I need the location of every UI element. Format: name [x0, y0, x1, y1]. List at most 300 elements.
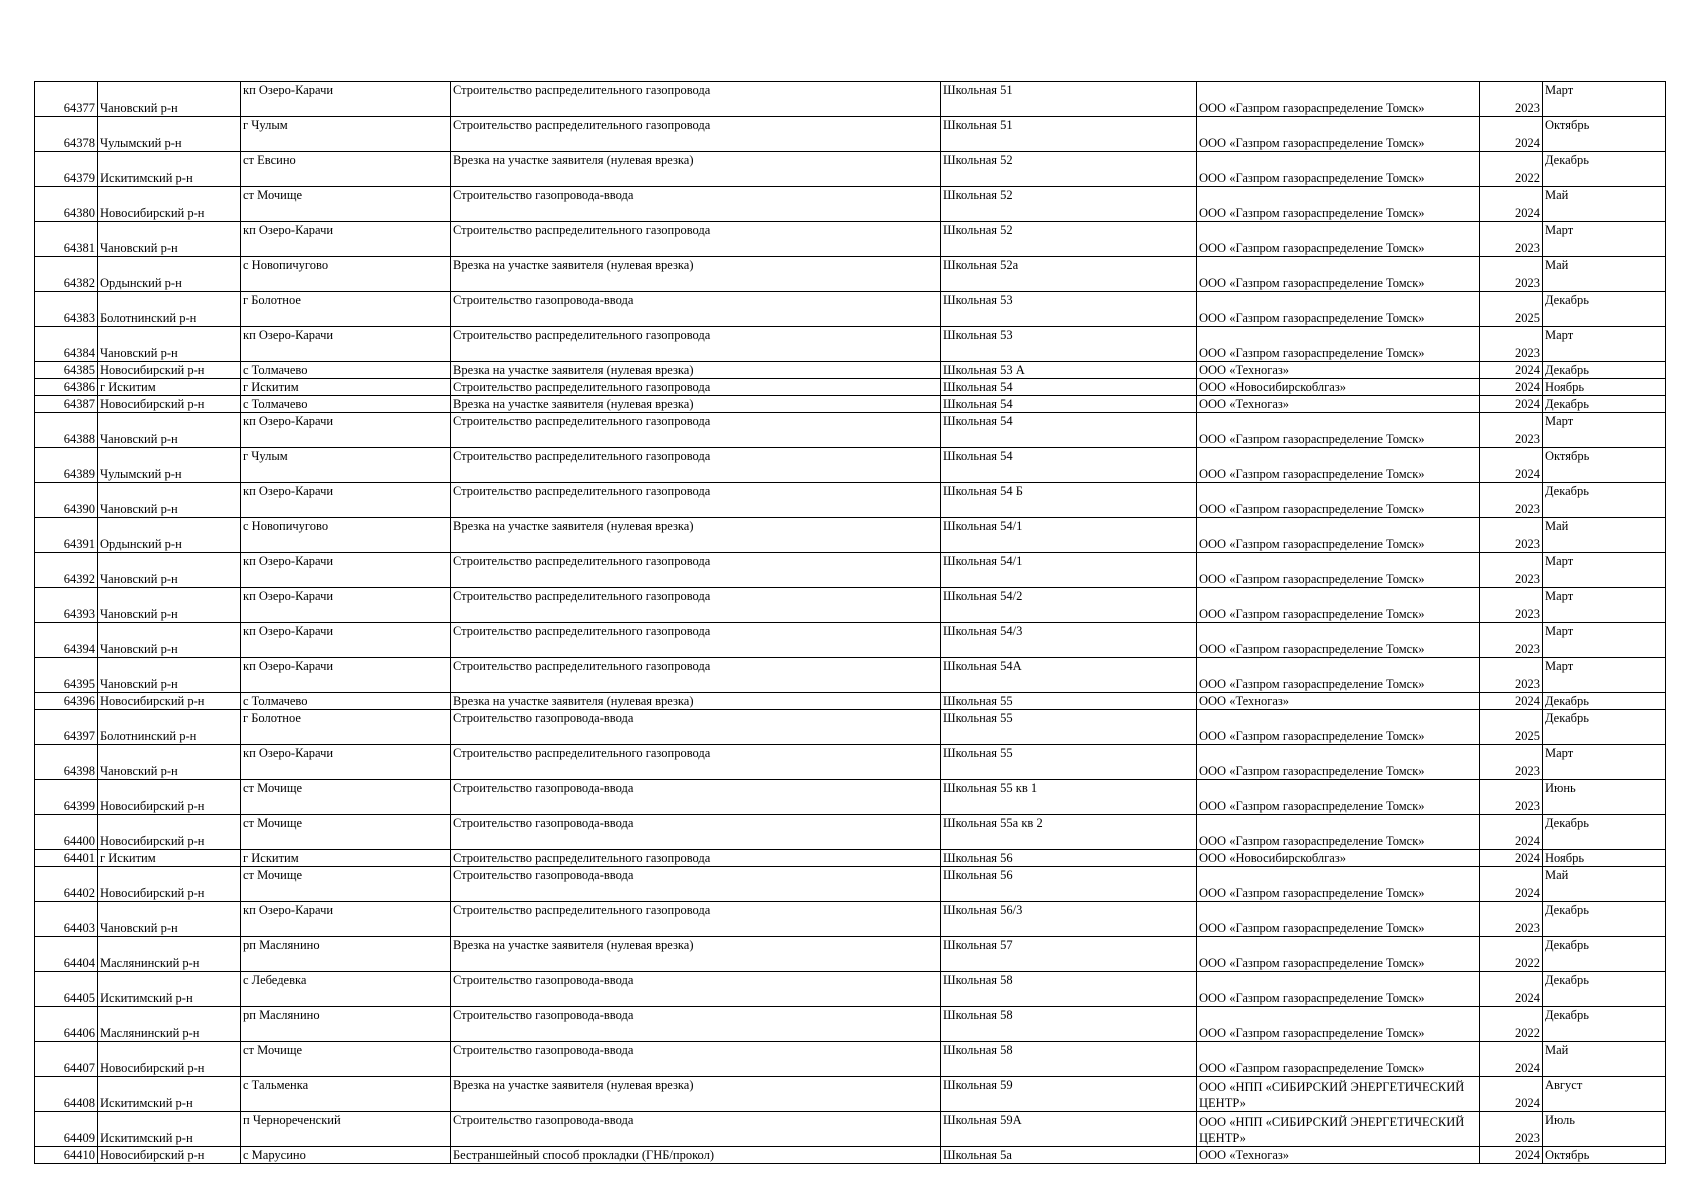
row-organization: ООО «Газпром газораспределение Томск» — [1197, 327, 1480, 362]
row-id: 64396 — [35, 693, 98, 710]
row-year: 2025 — [1480, 292, 1543, 327]
row-district: Новосибирский р-н — [98, 867, 241, 902]
row-address: Школьная 52 — [941, 187, 1197, 222]
row-district: Ордынский р-н — [98, 257, 241, 292]
row-month: Декабрь — [1543, 937, 1666, 972]
row-address: Школьная 54 — [941, 413, 1197, 448]
row-year: 2023 — [1480, 658, 1543, 693]
row-address: Школьная 56 — [941, 850, 1197, 867]
row-work-type: Строительство распределительного газопровода — [451, 902, 941, 937]
row-settlement: с Толмачево — [241, 693, 451, 710]
row-work-type: Врезка на участке заявителя (нулевая врезка) — [451, 396, 941, 413]
row-year: 2023 — [1480, 257, 1543, 292]
row-year: 2024 — [1480, 1147, 1543, 1164]
table-row — [35, 396, 1666, 413]
row-district: Новосибирский р-н — [98, 693, 241, 710]
row-year: 2024 — [1480, 972, 1543, 1007]
row-year: 2025 — [1480, 710, 1543, 745]
row-id: 64394 — [35, 623, 98, 658]
row-id: 64385 — [35, 362, 98, 379]
row-organization: ООО «Газпром газораспределение Томск» — [1197, 815, 1480, 850]
row-work-type: Строительство распределительного газопровода — [451, 745, 941, 780]
row-address: Школьная 57 — [941, 937, 1197, 972]
row-district: Маслянинский р-н — [98, 937, 241, 972]
row-settlement: кп Озеро-Карачи — [241, 483, 451, 518]
row-id: 64387 — [35, 396, 98, 413]
row-settlement: кп Озеро-Карачи — [241, 222, 451, 257]
table-body — [35, 82, 1666, 1164]
row-organization: ООО «Газпром газораспределение Томск» — [1197, 937, 1480, 972]
row-year: 2024 — [1480, 117, 1543, 152]
row-work-type: Врезка на участке заявителя (нулевая врезка) — [451, 257, 941, 292]
row-district: Чановский р-н — [98, 413, 241, 448]
row-settlement: г Искитим — [241, 379, 451, 396]
row-address: Школьная 52 — [941, 222, 1197, 257]
row-district: Новосибирский р-н — [98, 187, 241, 222]
row-address: Школьная 59 — [941, 1077, 1197, 1112]
row-id: 64407 — [35, 1042, 98, 1077]
table-row — [35, 117, 1666, 152]
row-month: Октябрь — [1543, 448, 1666, 483]
table-row — [35, 745, 1666, 780]
row-work-type: Врезка на участке заявителя (нулевая врезка) — [451, 1077, 941, 1112]
row-address: Школьная 55 кв 1 — [941, 780, 1197, 815]
row-month: Декабрь — [1543, 710, 1666, 745]
row-organization: ООО «Газпром газораспределение Томск» — [1197, 780, 1480, 815]
table-row — [35, 483, 1666, 518]
row-work-type: Строительство распределительного газопровода — [451, 588, 941, 623]
row-work-type: Строительство газопровода-ввода — [451, 1112, 941, 1147]
row-district: Маслянинский р-н — [98, 1007, 241, 1042]
row-organization: ООО «Газпром газораспределение Томск» — [1197, 518, 1480, 553]
row-work-type: Строительство газопровода-ввода — [451, 292, 941, 327]
row-id: 64378 — [35, 117, 98, 152]
row-settlement: рп Маслянино — [241, 1007, 451, 1042]
row-year: 2023 — [1480, 222, 1543, 257]
row-month: Март — [1543, 413, 1666, 448]
table-row — [35, 1007, 1666, 1042]
row-year: 2022 — [1480, 1007, 1543, 1042]
row-organization: ООО «Газпром газораспределение Томск» — [1197, 902, 1480, 937]
row-district: Новосибирский р-н — [98, 1042, 241, 1077]
row-month: Декабрь — [1543, 152, 1666, 187]
row-address: Школьная 54 Б — [941, 483, 1197, 518]
row-address: Школьная 54/2 — [941, 588, 1197, 623]
row-work-type: Бестраншейный способ прокладки (ГНБ/прокол) — [451, 1147, 941, 1164]
row-work-type: Врезка на участке заявителя (нулевая врезка) — [451, 937, 941, 972]
row-organization: ООО «Газпром газораспределение Томск» — [1197, 448, 1480, 483]
row-year: 2023 — [1480, 780, 1543, 815]
row-id: 64399 — [35, 780, 98, 815]
row-organization: ООО «Газпром газораспределение Томск» — [1197, 152, 1480, 187]
row-address: Школьная 54/3 — [941, 623, 1197, 658]
row-organization: ООО «Газпром газораспределение Томск» — [1197, 710, 1480, 745]
table-row — [35, 187, 1666, 222]
row-work-type: Строительство газопровода-ввода — [451, 1042, 941, 1077]
row-year: 2022 — [1480, 152, 1543, 187]
row-work-type: Строительство газопровода-ввода — [451, 710, 941, 745]
row-work-type: Врезка на участке заявителя (нулевая врезка) — [451, 362, 941, 379]
row-district: Чулымский р-н — [98, 448, 241, 483]
table-row — [35, 82, 1666, 117]
row-district: Чановский р-н — [98, 483, 241, 518]
row-district: Болотнинский р-н — [98, 710, 241, 745]
row-address: Школьная 54/1 — [941, 553, 1197, 588]
row-work-type: Строительство распределительного газопровода — [451, 379, 941, 396]
table-row — [35, 658, 1666, 693]
row-id: 64382 — [35, 257, 98, 292]
row-month: Май — [1543, 257, 1666, 292]
row-month: Июль — [1543, 1112, 1666, 1147]
row-address: Школьная 58 — [941, 1007, 1197, 1042]
row-month: Октябрь — [1543, 117, 1666, 152]
row-month: Ноябрь — [1543, 850, 1666, 867]
row-organization: ООО «Газпром газораспределение Томск» — [1197, 483, 1480, 518]
table-row — [35, 693, 1666, 710]
row-address: Школьная 55а кв 2 — [941, 815, 1197, 850]
row-address: Школьная 56 — [941, 867, 1197, 902]
row-year: 2023 — [1480, 483, 1543, 518]
row-month: Декабрь — [1543, 815, 1666, 850]
row-id: 64400 — [35, 815, 98, 850]
row-address: Школьная 58 — [941, 972, 1197, 1007]
row-settlement: ст Мочище — [241, 780, 451, 815]
table-row — [35, 902, 1666, 937]
row-settlement: г Чулым — [241, 117, 451, 152]
row-settlement: кп Озеро-Карачи — [241, 327, 451, 362]
row-district: Чановский р-н — [98, 222, 241, 257]
row-year: 2023 — [1480, 327, 1543, 362]
row-year: 2024 — [1480, 867, 1543, 902]
table-row — [35, 815, 1666, 850]
row-id: 64403 — [35, 902, 98, 937]
row-year: 2024 — [1480, 448, 1543, 483]
row-month: Август — [1543, 1077, 1666, 1112]
row-year: 2024 — [1480, 1042, 1543, 1077]
row-district: Новосибирский р-н — [98, 1147, 241, 1164]
row-address: Школьная 52а — [941, 257, 1197, 292]
row-district: Новосибирский р-н — [98, 362, 241, 379]
row-address: Школьная 54 — [941, 379, 1197, 396]
row-organization: ООО «Газпром газораспределение Томск» — [1197, 588, 1480, 623]
row-month: Март — [1543, 588, 1666, 623]
row-year: 2023 — [1480, 82, 1543, 117]
row-settlement: с Тальменка — [241, 1077, 451, 1112]
row-settlement: с Толмачево — [241, 362, 451, 379]
row-district: Чановский р-н — [98, 745, 241, 780]
table-row — [35, 222, 1666, 257]
row-address: Школьная 54 — [941, 448, 1197, 483]
row-month: Декабрь — [1543, 1007, 1666, 1042]
row-id: 64384 — [35, 327, 98, 362]
row-organization: ООО «Техногаз» — [1197, 693, 1480, 710]
row-month: Март — [1543, 82, 1666, 117]
row-id: 64383 — [35, 292, 98, 327]
row-address: Школьная 51 — [941, 82, 1197, 117]
row-settlement: кп Озеро-Карачи — [241, 902, 451, 937]
row-id: 64395 — [35, 658, 98, 693]
row-id: 64379 — [35, 152, 98, 187]
row-settlement: ст Мочище — [241, 1042, 451, 1077]
row-year: 2023 — [1480, 623, 1543, 658]
row-month: Декабрь — [1543, 292, 1666, 327]
row-id: 64393 — [35, 588, 98, 623]
row-work-type: Строительство газопровода-ввода — [451, 187, 941, 222]
row-id: 64390 — [35, 483, 98, 518]
table-row — [35, 292, 1666, 327]
row-year: 2023 — [1480, 588, 1543, 623]
row-month: Декабрь — [1543, 972, 1666, 1007]
row-work-type: Строительство газопровода-ввода — [451, 780, 941, 815]
row-settlement: г Болотное — [241, 710, 451, 745]
row-month: Декабрь — [1543, 902, 1666, 937]
row-work-type: Строительство распределительного газопровода — [451, 327, 941, 362]
table-row — [35, 327, 1666, 362]
row-id: 64377 — [35, 82, 98, 117]
row-id: 64409 — [35, 1112, 98, 1147]
row-settlement: кп Озеро-Карачи — [241, 82, 451, 117]
row-organization: ООО «Газпром газораспределение Томск» — [1197, 658, 1480, 693]
row-month: Декабрь — [1543, 483, 1666, 518]
table-row — [35, 1077, 1666, 1112]
row-id: 64389 — [35, 448, 98, 483]
row-organization: ООО «Газпром газораспределение Томск» — [1197, 187, 1480, 222]
row-organization: ООО «Газпром газораспределение Томск» — [1197, 292, 1480, 327]
row-month: Май — [1543, 518, 1666, 553]
row-settlement: с Толмачево — [241, 396, 451, 413]
row-work-type: Строительство газопровода-ввода — [451, 1007, 941, 1042]
table-row — [35, 867, 1666, 902]
row-id: 64388 — [35, 413, 98, 448]
row-id: 64404 — [35, 937, 98, 972]
row-month: Ноябрь — [1543, 379, 1666, 396]
row-work-type: Строительство распределительного газопровода — [451, 117, 941, 152]
row-year: 2024 — [1480, 815, 1543, 850]
row-address: Школьная 52 — [941, 152, 1197, 187]
row-month: Декабрь — [1543, 396, 1666, 413]
row-address: Школьная 53 — [941, 327, 1197, 362]
row-year: 2022 — [1480, 937, 1543, 972]
row-address: Школьная 5а — [941, 1147, 1197, 1164]
row-settlement: кп Озеро-Карачи — [241, 745, 451, 780]
row-month: Март — [1543, 327, 1666, 362]
table-row — [35, 379, 1666, 396]
row-settlement: п Чернореченский — [241, 1112, 451, 1147]
row-settlement: ст Евсино — [241, 152, 451, 187]
row-year: 2024 — [1480, 693, 1543, 710]
row-month: Март — [1543, 658, 1666, 693]
row-settlement: кп Озеро-Карачи — [241, 623, 451, 658]
row-address: Школьная 54 — [941, 396, 1197, 413]
row-address: Школьная 51 — [941, 117, 1197, 152]
row-month: Март — [1543, 623, 1666, 658]
row-district: Искитимский р-н — [98, 1112, 241, 1147]
row-id: 64397 — [35, 710, 98, 745]
table-row — [35, 972, 1666, 1007]
row-work-type: Строительство распределительного газопровода — [451, 222, 941, 257]
row-address: Школьная 55 — [941, 710, 1197, 745]
row-organization: ООО «НПП «СИБИРСКИЙ ЭНЕРГЕТИЧЕСКИЙ ЦЕНТР» — [1197, 1077, 1480, 1112]
row-work-type: Врезка на участке заявителя (нулевая врезка) — [451, 152, 941, 187]
row-id: 64392 — [35, 553, 98, 588]
row-district: Новосибирский р-н — [98, 396, 241, 413]
row-id: 64401 — [35, 850, 98, 867]
row-organization: ООО «Газпром газораспределение Томск» — [1197, 1042, 1480, 1077]
row-address: Школьная 53 — [941, 292, 1197, 327]
row-address: Школьная 53 А — [941, 362, 1197, 379]
row-settlement: с Марусино — [241, 1147, 451, 1164]
table-row — [35, 553, 1666, 588]
table-row — [35, 152, 1666, 187]
row-organization: ООО «Газпром газораспределение Томск» — [1197, 867, 1480, 902]
row-district: Чановский р-н — [98, 327, 241, 362]
row-month: Июнь — [1543, 780, 1666, 815]
row-organization: ООО «Техногаз» — [1197, 396, 1480, 413]
row-settlement: ст Мочище — [241, 187, 451, 222]
row-organization: ООО «Газпром газораспределение Томск» — [1197, 257, 1480, 292]
row-id: 64386 — [35, 379, 98, 396]
row-settlement: ст Мочище — [241, 867, 451, 902]
row-year: 2024 — [1480, 362, 1543, 379]
row-id: 64381 — [35, 222, 98, 257]
row-month: Май — [1543, 187, 1666, 222]
row-work-type: Строительство распределительного газопровода — [451, 623, 941, 658]
row-work-type: Врезка на участке заявителя (нулевая врезка) — [451, 693, 941, 710]
row-organization: ООО «Газпром газораспределение Томск» — [1197, 745, 1480, 780]
row-organization: ООО «Газпром газораспределение Томск» — [1197, 1007, 1480, 1042]
row-year: 2023 — [1480, 518, 1543, 553]
row-district: Ордынский р-н — [98, 518, 241, 553]
row-district: Чановский р-н — [98, 553, 241, 588]
table-row — [35, 448, 1666, 483]
row-year: 2023 — [1480, 1112, 1543, 1147]
row-work-type: Строительство распределительного газопровода — [451, 82, 941, 117]
row-organization: ООО «Газпром газораспределение Томск» — [1197, 413, 1480, 448]
row-year: 2024 — [1480, 379, 1543, 396]
row-organization: ООО «Новосибирскоблгаз» — [1197, 379, 1480, 396]
table-row — [35, 413, 1666, 448]
table-row — [35, 937, 1666, 972]
row-work-type: Строительство газопровода-ввода — [451, 867, 941, 902]
table-row — [35, 1147, 1666, 1164]
row-district: Чановский р-н — [98, 902, 241, 937]
row-year: 2023 — [1480, 902, 1543, 937]
row-settlement: с Новопичугово — [241, 257, 451, 292]
row-district: Чановский р-н — [98, 658, 241, 693]
row-id: 64410 — [35, 1147, 98, 1164]
row-settlement: с Лебедевка — [241, 972, 451, 1007]
row-settlement: кп Озеро-Карачи — [241, 413, 451, 448]
row-work-type: Строительство распределительного газопровода — [451, 448, 941, 483]
row-address: Школьная 55 — [941, 693, 1197, 710]
row-settlement: кп Озеро-Карачи — [241, 553, 451, 588]
row-id: 64398 — [35, 745, 98, 780]
row-organization: ООО «НПП «СИБИРСКИЙ ЭНЕРГЕТИЧЕСКИЙ ЦЕНТР» — [1197, 1112, 1480, 1147]
row-address: Школьная 54/1 — [941, 518, 1197, 553]
row-organization: ООО «Техногаз» — [1197, 1147, 1480, 1164]
row-organization: ООО «Газпром газораспределение Томск» — [1197, 553, 1480, 588]
table-row — [35, 1112, 1666, 1147]
row-organization: ООО «Газпром газораспределение Томск» — [1197, 117, 1480, 152]
row-organization: ООО «Техногаз» — [1197, 362, 1480, 379]
row-work-type: Строительство газопровода-ввода — [451, 972, 941, 1007]
row-district: Чановский р-н — [98, 588, 241, 623]
row-id: 64402 — [35, 867, 98, 902]
row-address: Школьная 56/3 — [941, 902, 1197, 937]
row-id: 64405 — [35, 972, 98, 1007]
row-work-type: Врезка на участке заявителя (нулевая врезка) — [451, 518, 941, 553]
row-district: Болотнинский р-н — [98, 292, 241, 327]
row-work-type: Строительство распределительного газопровода — [451, 850, 941, 867]
row-district: г Искитим — [98, 379, 241, 396]
row-year: 2024 — [1480, 1077, 1543, 1112]
row-district: г Искитим — [98, 850, 241, 867]
row-organization: ООО «Газпром газораспределение Томск» — [1197, 623, 1480, 658]
row-month: Май — [1543, 1042, 1666, 1077]
table-row — [35, 1042, 1666, 1077]
row-year: 2024 — [1480, 187, 1543, 222]
row-year: 2024 — [1480, 850, 1543, 867]
row-year: 2023 — [1480, 413, 1543, 448]
row-settlement: г Чулым — [241, 448, 451, 483]
row-settlement: г Болотное — [241, 292, 451, 327]
row-id: 64380 — [35, 187, 98, 222]
table-row — [35, 780, 1666, 815]
row-month: Декабрь — [1543, 362, 1666, 379]
row-month: Октябрь — [1543, 1147, 1666, 1164]
row-organization: ООО «Газпром газораспределение Томск» — [1197, 82, 1480, 117]
table-row — [35, 257, 1666, 292]
row-organization: ООО «Газпром газораспределение Томск» — [1197, 972, 1480, 1007]
table-row — [35, 362, 1666, 379]
row-month: Декабрь — [1543, 693, 1666, 710]
row-month: Май — [1543, 867, 1666, 902]
row-organization: ООО «Новосибирскоблгаз» — [1197, 850, 1480, 867]
row-address: Школьная 58 — [941, 1042, 1197, 1077]
row-settlement: кп Озеро-Карачи — [241, 658, 451, 693]
row-id: 64406 — [35, 1007, 98, 1042]
row-year: 2023 — [1480, 745, 1543, 780]
row-month: Март — [1543, 745, 1666, 780]
row-settlement: с Новопичугово — [241, 518, 451, 553]
row-month: Март — [1543, 553, 1666, 588]
table-row — [35, 850, 1666, 867]
row-district: Искитимский р-н — [98, 152, 241, 187]
row-settlement: ст Мочище — [241, 815, 451, 850]
table-row — [35, 710, 1666, 745]
row-district: Новосибирский р-н — [98, 815, 241, 850]
row-settlement: кп Озеро-Карачи — [241, 588, 451, 623]
row-work-type: Строительство распределительного газопровода — [451, 553, 941, 588]
row-id: 64391 — [35, 518, 98, 553]
row-address: Школьная 55 — [941, 745, 1197, 780]
row-month: Март — [1543, 222, 1666, 257]
row-id: 64408 — [35, 1077, 98, 1112]
row-district: Искитимский р-н — [98, 972, 241, 1007]
row-work-type: Строительство распределительного газопровода — [451, 658, 941, 693]
row-work-type: Строительство распределительного газопровода — [451, 413, 941, 448]
row-district: Новосибирский р-н — [98, 780, 241, 815]
row-organization: ООО «Газпром газораспределение Томск» — [1197, 222, 1480, 257]
row-district: Искитимский р-н — [98, 1077, 241, 1112]
row-district: Чулымский р-н — [98, 117, 241, 152]
row-work-type: Строительство распределительного газопровода — [451, 483, 941, 518]
row-settlement: рп Маслянино — [241, 937, 451, 972]
row-year: 2023 — [1480, 553, 1543, 588]
row-work-type: Строительство газопровода-ввода — [451, 815, 941, 850]
row-address: Школьная 54А — [941, 658, 1197, 693]
row-year: 2024 — [1480, 396, 1543, 413]
